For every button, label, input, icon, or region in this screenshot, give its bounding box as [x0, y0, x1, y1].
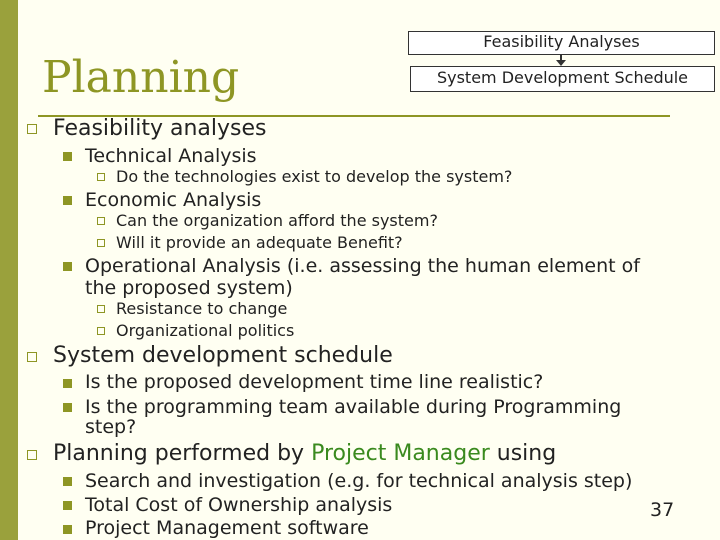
bullet-adequate-benefit: Will it provide an adequate Benefit? — [116, 233, 403, 252]
planning-performed-suffix: using — [489, 441, 557, 466]
bullet-icon — [97, 305, 105, 313]
bullet-icon — [97, 239, 105, 247]
bullet-icon — [63, 477, 72, 486]
bullet-resistance-to-change: Resistance to change — [116, 299, 288, 318]
bullet-technical-analysis: Technical Analysis — [85, 145, 257, 167]
sidebar-stripe — [0, 0, 18, 540]
bullet-icon — [63, 262, 72, 271]
bullet-economic-analysis: Economic Analysis — [85, 189, 262, 211]
flow-box-feasibility: Feasibility Analyses — [408, 31, 715, 55]
bullet-timeline-realistic: Is the proposed development time line realistic? — [85, 371, 544, 393]
bullet-icon — [97, 327, 105, 335]
bullet-feasibility-analyses: Feasibility analyses — [53, 116, 267, 141]
bullet-technologies-exist: Do the technologies exist to develop the system? — [116, 167, 513, 186]
bullet-planning-performed — [53, 441, 556, 466]
slide-title: Planning — [42, 52, 240, 103]
bullet-icon — [97, 217, 105, 225]
bullet-icon — [27, 450, 37, 460]
bullet-icon — [97, 173, 105, 181]
bullet-icon — [63, 152, 72, 161]
bullet-icon — [63, 379, 72, 388]
planning-performed-prefix: Planning performed by — [53, 441, 312, 466]
bullet-afford-system: Can the organization afford the system? — [116, 211, 438, 230]
bullet-icon — [63, 501, 72, 510]
slide-number: 37 — [650, 499, 675, 521]
bullet-organizational-politics: Organizational politics — [116, 321, 295, 340]
bullet-total-cost-ownership: Total Cost of Ownership analysis — [85, 494, 393, 516]
bullet-operational-analysis-cont: the proposed system) — [85, 277, 293, 299]
flow-box-schedule: System Development Schedule — [410, 66, 715, 92]
bullet-project-management-software: Project Management software — [85, 517, 369, 539]
bullet-operational-analysis: Operational Analysis (i.e. assessing the human element of — [85, 255, 640, 277]
project-manager-highlight: Project Manager — [311, 441, 490, 466]
bullet-icon — [63, 403, 72, 412]
bullet-search-investigation: Search and investigation (e.g. for technical analysis step) — [85, 470, 633, 492]
bullet-programming-team: Is the programming team available during Programming — [85, 396, 622, 418]
bullet-icon — [63, 196, 72, 205]
bullet-system-development-schedule: System development schedule — [53, 343, 393, 368]
bullet-icon — [27, 352, 37, 362]
bullet-icon — [27, 124, 37, 134]
bullet-icon — [63, 525, 72, 534]
bullet-programming-team-cont: step? — [85, 416, 137, 438]
